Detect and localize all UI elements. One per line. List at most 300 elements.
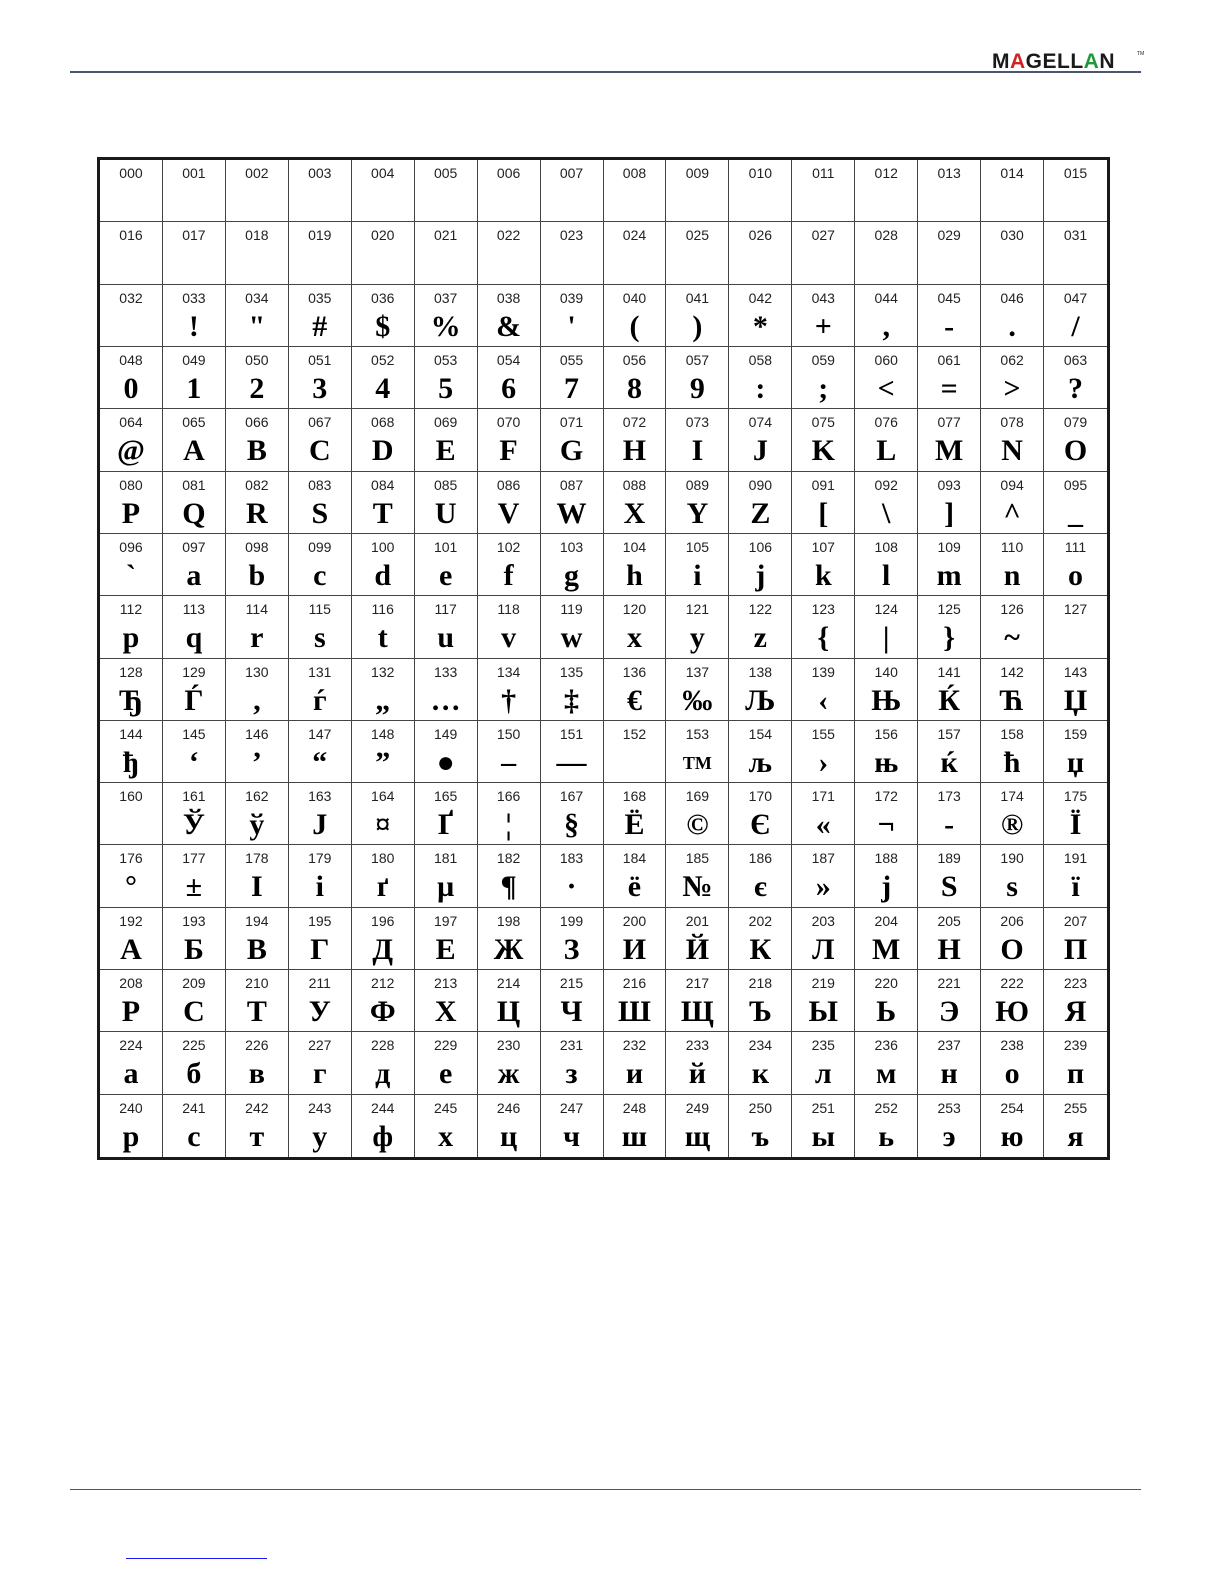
char-glyph: 6 bbox=[501, 371, 517, 405]
char-glyph: n bbox=[1003, 558, 1021, 592]
table-cell bbox=[226, 472, 289, 534]
table-cell bbox=[352, 1095, 415, 1157]
table-cell bbox=[163, 970, 226, 1032]
table-cell bbox=[918, 409, 981, 471]
char-code: 212 bbox=[371, 975, 395, 992]
table-cell bbox=[666, 783, 729, 845]
table-cell bbox=[352, 596, 415, 658]
char-glyph: m bbox=[936, 558, 962, 592]
char-glyph: Ю bbox=[995, 995, 1029, 1029]
char-code: 196 bbox=[371, 912, 395, 929]
char-glyph: ] bbox=[944, 496, 955, 530]
char-glyph: | bbox=[882, 621, 890, 655]
char-code: 186 bbox=[748, 850, 773, 867]
char-code: 040 bbox=[622, 289, 647, 306]
table-cell bbox=[289, 970, 352, 1032]
table-cell bbox=[415, 783, 478, 845]
table-cell bbox=[604, 472, 667, 534]
table-cell bbox=[163, 409, 226, 471]
char-glyph: t bbox=[377, 621, 388, 655]
table-cell bbox=[1044, 721, 1107, 783]
char-code: 108 bbox=[874, 538, 898, 555]
char-glyph: S bbox=[940, 870, 958, 904]
char-code: 034 bbox=[245, 289, 269, 306]
char-glyph: о bbox=[1004, 1057, 1020, 1091]
table-cell bbox=[666, 1095, 729, 1157]
char-glyph: TM bbox=[682, 752, 712, 773]
char-code: 216 bbox=[622, 975, 647, 992]
char-glyph: ‘ bbox=[188, 745, 199, 779]
char-code: 019 bbox=[308, 227, 332, 244]
table-cell bbox=[289, 534, 352, 596]
magellan-logo bbox=[990, 46, 1150, 74]
char-glyph: 9 bbox=[689, 371, 705, 405]
char-code: 190 bbox=[1000, 850, 1024, 867]
char-code: 018 bbox=[245, 227, 269, 244]
char-code: 026 bbox=[748, 227, 773, 244]
table-cell bbox=[100, 783, 163, 845]
char-glyph: L bbox=[876, 434, 897, 468]
char-glyph: K bbox=[811, 434, 835, 468]
table-cell bbox=[415, 285, 478, 347]
char-code: 136 bbox=[622, 663, 647, 680]
char-glyph: З bbox=[563, 932, 580, 966]
char-glyph: W bbox=[556, 496, 587, 530]
char-code: 226 bbox=[245, 1037, 269, 1054]
char-glyph: м bbox=[876, 1057, 897, 1091]
char-code: 028 bbox=[874, 227, 898, 244]
table-cell bbox=[478, 845, 541, 907]
char-glyph: ѓ bbox=[312, 683, 327, 717]
table-cell bbox=[163, 534, 226, 596]
table-cell bbox=[415, 347, 478, 409]
char-code: 183 bbox=[559, 850, 584, 867]
table-cell bbox=[100, 534, 163, 596]
char-code: 125 bbox=[937, 601, 961, 618]
char-glyph: ъ bbox=[751, 1119, 770, 1153]
char-code: 165 bbox=[433, 788, 458, 805]
char-glyph: „ bbox=[375, 683, 391, 717]
char-code: 092 bbox=[874, 476, 898, 493]
char-code: 025 bbox=[685, 227, 710, 244]
char-code: 248 bbox=[622, 1099, 647, 1116]
table-cell bbox=[981, 285, 1044, 347]
char-glyph: Ђ bbox=[118, 683, 143, 717]
char-code: 218 bbox=[748, 975, 773, 992]
char-code: 041 bbox=[685, 289, 710, 306]
char-code: 094 bbox=[1000, 476, 1024, 493]
char-code: 078 bbox=[1000, 414, 1024, 431]
char-code: 150 bbox=[496, 725, 521, 742]
char-code: 176 bbox=[119, 850, 143, 867]
table-cell bbox=[415, 596, 478, 658]
char-glyph: 7 bbox=[564, 371, 580, 405]
char-code: 138 bbox=[748, 663, 773, 680]
char-code: 050 bbox=[245, 351, 269, 368]
table-cell bbox=[100, 970, 163, 1032]
table-cell bbox=[1044, 659, 1107, 721]
char-code: 014 bbox=[1000, 165, 1024, 181]
char-glyph: › bbox=[818, 745, 829, 779]
char-glyph: 3 bbox=[312, 371, 328, 405]
table-cell bbox=[289, 1032, 352, 1094]
char-code: 022 bbox=[496, 227, 521, 244]
char-code: 141 bbox=[937, 663, 961, 680]
char-glyph: I bbox=[691, 434, 704, 468]
table-cell bbox=[1044, 845, 1107, 907]
table-cell bbox=[666, 409, 729, 471]
char-code: 120 bbox=[622, 601, 647, 618]
char-code: 107 bbox=[811, 538, 835, 555]
char-glyph: < bbox=[877, 371, 895, 405]
table-cell bbox=[604, 659, 667, 721]
char-code: 167 bbox=[559, 788, 584, 805]
char-code: 085 bbox=[433, 476, 458, 493]
char-code: 008 bbox=[622, 165, 647, 181]
table-cell bbox=[100, 1032, 163, 1094]
char-code: 238 bbox=[1000, 1037, 1024, 1054]
char-code: 072 bbox=[622, 414, 647, 431]
char-glyph: ю bbox=[1000, 1119, 1024, 1153]
table-cell bbox=[289, 222, 352, 284]
char-code: 147 bbox=[308, 725, 332, 742]
char-glyph: ' bbox=[567, 309, 576, 343]
char-code: 251 bbox=[811, 1099, 835, 1116]
table-cell bbox=[1044, 160, 1107, 222]
char-code: 240 bbox=[119, 1099, 143, 1116]
footer-rule bbox=[70, 1489, 1141, 1490]
char-code: 202 bbox=[748, 912, 773, 929]
char-code: 130 bbox=[245, 663, 269, 680]
char-glyph: ¦ bbox=[505, 808, 512, 842]
char-glyph: џ bbox=[1066, 745, 1085, 779]
table-cell bbox=[604, 783, 667, 845]
table-cell bbox=[666, 845, 729, 907]
table-cell bbox=[792, 596, 855, 658]
char-glyph: l bbox=[882, 558, 891, 592]
table-cell bbox=[918, 1032, 981, 1094]
table-cell bbox=[729, 1095, 792, 1157]
char-code: 073 bbox=[685, 414, 710, 431]
table-cell bbox=[541, 534, 604, 596]
char-glyph: J bbox=[752, 434, 768, 468]
char-code: 030 bbox=[1000, 227, 1024, 244]
char-glyph: Њ bbox=[871, 683, 902, 717]
table-cell bbox=[541, 908, 604, 970]
table-cell bbox=[163, 845, 226, 907]
table-cell bbox=[918, 845, 981, 907]
table-cell bbox=[163, 783, 226, 845]
char-glyph: “ bbox=[312, 745, 328, 779]
char-code: 047 bbox=[1063, 289, 1088, 306]
table-cell bbox=[918, 160, 981, 222]
char-code: 242 bbox=[245, 1099, 269, 1116]
table-cell bbox=[729, 347, 792, 409]
char-code: 124 bbox=[874, 601, 898, 618]
char-code: 180 bbox=[371, 850, 395, 867]
char-glyph: љ bbox=[748, 745, 773, 779]
table-cell bbox=[792, 1032, 855, 1094]
char-code: 197 bbox=[433, 912, 458, 929]
char-glyph: a bbox=[186, 558, 202, 592]
table-cell bbox=[541, 1095, 604, 1157]
char-code: 048 bbox=[119, 351, 143, 368]
char-glyph: п bbox=[1066, 1057, 1085, 1091]
table-cell bbox=[729, 534, 792, 596]
table-cell bbox=[478, 970, 541, 1032]
table-cell bbox=[226, 160, 289, 222]
char-code: 060 bbox=[874, 351, 898, 368]
table-cell bbox=[918, 908, 981, 970]
table-cell bbox=[289, 845, 352, 907]
table-cell bbox=[666, 970, 729, 1032]
char-code: 152 bbox=[622, 725, 647, 742]
char-glyph: њ bbox=[874, 745, 899, 779]
char-glyph: ` bbox=[125, 558, 136, 592]
char-glyph: \ bbox=[882, 496, 891, 530]
char-glyph: @ bbox=[117, 434, 145, 468]
char-glyph: Ж bbox=[493, 932, 524, 966]
char-glyph: * bbox=[752, 309, 768, 343]
char-glyph: ) bbox=[692, 309, 703, 343]
char-code: 115 bbox=[308, 601, 331, 618]
char-code: 172 bbox=[874, 788, 898, 805]
table-cell bbox=[100, 285, 163, 347]
char-glyph: v bbox=[501, 621, 517, 655]
char-code: 021 bbox=[433, 227, 458, 244]
table-cell bbox=[604, 908, 667, 970]
char-glyph: в bbox=[248, 1057, 265, 1091]
table-cell bbox=[226, 534, 289, 596]
table-cell bbox=[604, 596, 667, 658]
char-glyph: ґ bbox=[376, 870, 389, 904]
char-code: 071 bbox=[559, 414, 584, 431]
char-code: 133 bbox=[433, 663, 458, 680]
char-glyph: Љ bbox=[745, 683, 776, 717]
char-glyph: G bbox=[559, 434, 584, 468]
char-glyph: И bbox=[622, 932, 647, 966]
char-glyph: т bbox=[249, 1119, 265, 1153]
char-code: 015 bbox=[1063, 165, 1088, 181]
char-code: 012 bbox=[874, 165, 898, 181]
char-code: 227 bbox=[308, 1037, 332, 1054]
char-code: 250 bbox=[748, 1099, 773, 1116]
table-cell bbox=[666, 222, 729, 284]
char-glyph: ў bbox=[249, 808, 265, 842]
char-code: 194 bbox=[245, 912, 269, 929]
char-code: 223 bbox=[1063, 975, 1088, 992]
table-cell bbox=[1044, 783, 1107, 845]
char-glyph: № bbox=[682, 870, 713, 904]
char-glyph: — bbox=[556, 745, 587, 779]
char-code: 195 bbox=[308, 912, 332, 929]
table-cell bbox=[226, 285, 289, 347]
char-code: 093 bbox=[937, 476, 961, 493]
char-glyph: С bbox=[183, 995, 205, 1029]
char-code: 142 bbox=[1000, 663, 1024, 680]
char-glyph: б bbox=[186, 1057, 202, 1091]
char-glyph: П bbox=[1063, 932, 1088, 966]
char-code: 079 bbox=[1063, 414, 1088, 431]
table-cell bbox=[981, 160, 1044, 222]
char-glyph: ќ bbox=[940, 745, 958, 779]
char-code: 088 bbox=[622, 476, 647, 493]
char-code: 061 bbox=[937, 351, 961, 368]
char-code: 127 bbox=[1063, 601, 1088, 618]
char-code: 122 bbox=[748, 601, 773, 618]
table-cell bbox=[981, 783, 1044, 845]
char-code: 148 bbox=[371, 725, 395, 742]
char-code: 213 bbox=[433, 975, 458, 992]
char-code: 010 bbox=[748, 165, 773, 181]
char-code: 157 bbox=[937, 725, 961, 742]
char-glyph: 1 bbox=[186, 371, 202, 405]
table-cell bbox=[729, 783, 792, 845]
table-cell bbox=[541, 1032, 604, 1094]
table-cell bbox=[855, 222, 918, 284]
table-cell bbox=[226, 1032, 289, 1094]
char-code: 211 bbox=[308, 975, 331, 992]
table-cell bbox=[604, 534, 667, 596]
table-cell bbox=[100, 472, 163, 534]
char-code: 208 bbox=[119, 975, 143, 992]
table-cell bbox=[918, 222, 981, 284]
char-glyph: Ф bbox=[369, 995, 396, 1029]
char-code: 055 bbox=[559, 351, 584, 368]
table-cell bbox=[541, 285, 604, 347]
table-cell bbox=[981, 721, 1044, 783]
char-code: 175 bbox=[1063, 788, 1088, 805]
char-code: 036 bbox=[371, 289, 395, 306]
char-code: 230 bbox=[496, 1037, 521, 1054]
table-cell bbox=[666, 1032, 729, 1094]
table-cell bbox=[792, 970, 855, 1032]
char-glyph: к bbox=[751, 1057, 769, 1091]
char-glyph: i bbox=[693, 558, 702, 592]
char-glyph: X bbox=[623, 496, 646, 530]
char-code: 089 bbox=[685, 476, 710, 493]
char-code: 033 bbox=[182, 289, 206, 306]
char-code: 017 bbox=[182, 227, 206, 244]
char-glyph: D bbox=[371, 434, 394, 468]
char-code: 035 bbox=[308, 289, 332, 306]
char-code: 058 bbox=[748, 351, 773, 368]
char-glyph: Х bbox=[434, 995, 457, 1029]
char-code: 181 bbox=[433, 850, 458, 867]
char-glyph: и bbox=[625, 1057, 644, 1091]
table-cell bbox=[981, 347, 1044, 409]
char-glyph: % bbox=[430, 309, 461, 343]
char-code: 086 bbox=[496, 476, 521, 493]
char-glyph: k bbox=[814, 558, 832, 592]
table-cell bbox=[604, 1095, 667, 1157]
char-code: 056 bbox=[622, 351, 647, 368]
table-cell bbox=[666, 908, 729, 970]
table-cell bbox=[1044, 970, 1107, 1032]
table-cell bbox=[855, 285, 918, 347]
char-glyph: } bbox=[943, 621, 956, 655]
table-cell bbox=[226, 1095, 289, 1157]
table-cell bbox=[918, 1095, 981, 1157]
table-cell bbox=[478, 534, 541, 596]
char-code: 232 bbox=[622, 1037, 647, 1054]
char-code: 045 bbox=[937, 289, 961, 306]
char-glyph: ы bbox=[811, 1119, 835, 1153]
char-glyph: – bbox=[501, 745, 517, 779]
char-glyph: [ bbox=[818, 496, 829, 530]
svg-text:MAGELLAN: MAGELLAN bbox=[992, 50, 1116, 73]
table-cell bbox=[226, 596, 289, 658]
table-cell bbox=[352, 160, 415, 222]
char-code: 170 bbox=[748, 788, 773, 805]
table-cell bbox=[541, 160, 604, 222]
char-glyph: ‡ bbox=[564, 683, 580, 717]
char-glyph: Р bbox=[121, 995, 141, 1029]
char-glyph: Ў bbox=[182, 808, 205, 842]
table-cell bbox=[981, 970, 1044, 1032]
char-glyph: e bbox=[438, 558, 453, 592]
table-cell bbox=[1044, 409, 1107, 471]
table-cell bbox=[1044, 472, 1107, 534]
char-glyph: 0 bbox=[123, 371, 139, 405]
char-glyph: Ќ bbox=[938, 683, 961, 717]
char-code: 139 bbox=[811, 663, 835, 680]
table-cell bbox=[163, 222, 226, 284]
char-code: 231 bbox=[559, 1037, 584, 1054]
char-glyph: 2 bbox=[249, 371, 265, 405]
table-cell bbox=[415, 472, 478, 534]
table-cell bbox=[478, 596, 541, 658]
char-code: 009 bbox=[685, 165, 710, 181]
char-glyph: s bbox=[1006, 870, 1018, 904]
char-glyph: « bbox=[815, 808, 831, 842]
table-cell bbox=[541, 659, 604, 721]
char-glyph: є bbox=[753, 870, 767, 904]
table-cell bbox=[289, 783, 352, 845]
table-cell bbox=[352, 472, 415, 534]
char-code: 159 bbox=[1063, 725, 1088, 742]
table-cell bbox=[100, 1095, 163, 1157]
table-cell bbox=[352, 534, 415, 596]
char-code: 233 bbox=[685, 1037, 710, 1054]
char-glyph: Й bbox=[685, 932, 710, 966]
char-code: 111 bbox=[1064, 538, 1087, 555]
char-code: 217 bbox=[685, 975, 710, 992]
table-cell bbox=[1044, 222, 1107, 284]
table-cell bbox=[226, 845, 289, 907]
table-cell bbox=[918, 721, 981, 783]
char-code: 027 bbox=[811, 227, 835, 244]
char-code: 174 bbox=[1000, 788, 1024, 805]
char-glyph: К bbox=[749, 932, 772, 966]
char-glyph: Z bbox=[750, 496, 771, 530]
table-cell bbox=[918, 596, 981, 658]
table-cell bbox=[163, 659, 226, 721]
table-cell bbox=[163, 908, 226, 970]
char-glyph: ж bbox=[497, 1057, 520, 1091]
char-code: 132 bbox=[371, 663, 395, 680]
table-cell bbox=[1044, 347, 1107, 409]
table-cell bbox=[981, 1032, 1044, 1094]
char-glyph: $ bbox=[375, 309, 391, 343]
char-glyph: z bbox=[753, 621, 767, 655]
char-glyph: с bbox=[187, 1119, 201, 1153]
char-code: 051 bbox=[308, 351, 332, 368]
char-glyph: § bbox=[564, 808, 580, 842]
char-glyph: > bbox=[1003, 371, 1021, 405]
char-code: 039 bbox=[559, 289, 584, 306]
char-code: 201 bbox=[685, 912, 710, 929]
